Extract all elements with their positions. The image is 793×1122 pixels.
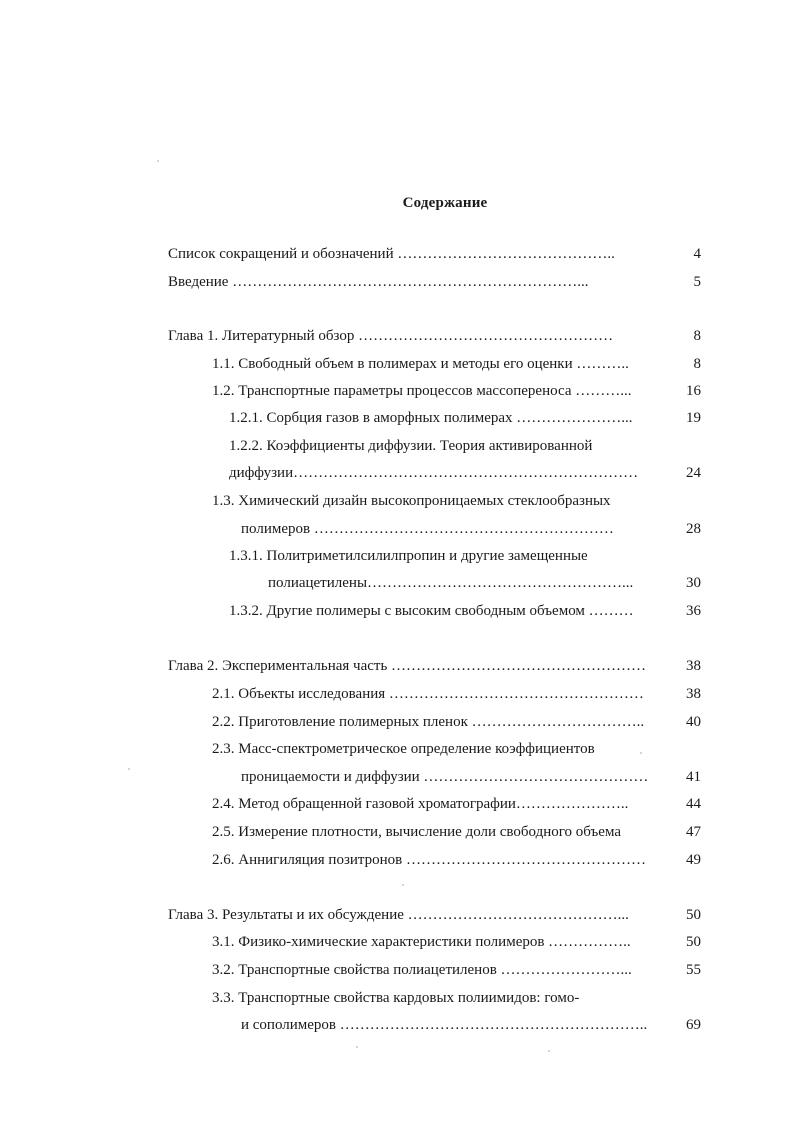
scan-speck (128, 768, 130, 770)
toc-entry-page: 47 (686, 824, 701, 840)
toc-title: Содержание (402, 195, 488, 211)
toc-entry-page: 40 (686, 714, 701, 730)
toc-entry-text: 1.3. Химический дизайн высокопроницаемых стеклообразных (212, 493, 611, 509)
toc-entry-page: 28 (686, 521, 701, 537)
toc-entry-text: 2.6. Аннигиляция позитронов ………………………………………… (212, 852, 647, 868)
toc-entry-text: 3.3. Транспортные свойства кардовых полиимидов: гомо- (212, 990, 580, 1006)
toc-entry-text: Введение ……………………………………………………………... (168, 274, 589, 290)
toc-entry-text: полиацетилены……………………………………………... (268, 575, 634, 591)
scan-speck (157, 160, 159, 162)
toc-entry-text: и сополимеров …………………………………………………….. (241, 1017, 648, 1033)
scan-speck (402, 884, 404, 886)
toc-entry-text: Список сокращений и обозначений …………………………………….. (168, 246, 615, 262)
toc-entry-text: 2.5. Измерение плотности, вычисление доли свободного объема (212, 824, 622, 840)
scan-speck (640, 752, 642, 754)
toc-entry-page: 36 (686, 603, 701, 619)
toc-entry-page: 49 (686, 852, 701, 868)
toc-entry-text: проницаемости и диффузии ……………………………………… (241, 769, 649, 785)
toc-entry-text: 3.1. Физико-химические характеристики полимеров …………….. (212, 934, 631, 950)
toc-entry-page: 8 (693, 328, 701, 344)
toc-entry-text: 2.2. Приготовление полимерных пленок …………………………….. (212, 714, 645, 730)
toc-entry-text: диффузии…………………………………………………………… (229, 465, 639, 481)
toc-entry-text: 1.3.1. Политриметилсилилпропин и другие замещенные (229, 548, 588, 564)
toc-entry-text: 2.3. Масс-спектрометрическое определение коэффициентов (212, 741, 595, 757)
toc-entry-page: 41 (686, 769, 701, 785)
toc-entry-page: 16 (686, 383, 701, 399)
toc-entry-page: 24 (686, 465, 701, 481)
toc-entry-page: 55 (686, 962, 701, 978)
toc-entry-text: 1.2.2. Коэффициенты диффузии. Теория активированной (229, 438, 593, 454)
toc-entry-text: 1.2.1. Сорбция газов в аморфных полимерах …………………... (229, 410, 633, 426)
toc-entry-page: 19 (686, 410, 701, 426)
scan-speck (548, 1050, 550, 1052)
toc-entry-text: 2.4. Метод обращенной газовой хроматографии………………….. (212, 796, 629, 812)
toc-entry-text: 1.1. Свободный объем в полимерах и методы его оценки ……….. (212, 356, 629, 372)
toc-entry-text: Глава 3. Результаты и их обсуждение ……………………………………... (168, 907, 629, 923)
toc-entry-text: 3.2. Транспортные свойства полиацетиленов ……………………... (212, 962, 632, 978)
toc-entry-page: 8 (693, 356, 701, 372)
toc-entry-text: Глава 1. Литературный обзор …………………………………………… (168, 328, 614, 344)
toc-entry-page: 30 (686, 575, 701, 591)
scan-speck (356, 1046, 358, 1048)
toc-entry-page: 4 (693, 246, 701, 262)
toc-entry-page: 44 (686, 796, 701, 812)
toc-entry-text: 1.3.2. Другие полимеры с высоким свободным объемом ……… (229, 603, 634, 619)
toc-entry-text: полимеров …………………………………………………… (241, 521, 614, 537)
toc-entry-page: 50 (686, 907, 701, 923)
toc-entry-page: 69 (686, 1017, 701, 1033)
toc-entry-page: 38 (686, 658, 701, 674)
toc-entry-page: 50 (686, 934, 701, 950)
toc-entry-page: 38 (686, 686, 701, 702)
toc-entry-text: 1.2. Транспортные параметры процессов массопереноса ………... (212, 383, 632, 399)
toc-entry-page: 5 (693, 274, 701, 290)
toc-entry-text: Глава 2. Экспериментальная часть …………………………………………… (168, 658, 647, 674)
toc-entry-text: 2.1. Объекты исследования …………………………………………… (212, 686, 644, 702)
